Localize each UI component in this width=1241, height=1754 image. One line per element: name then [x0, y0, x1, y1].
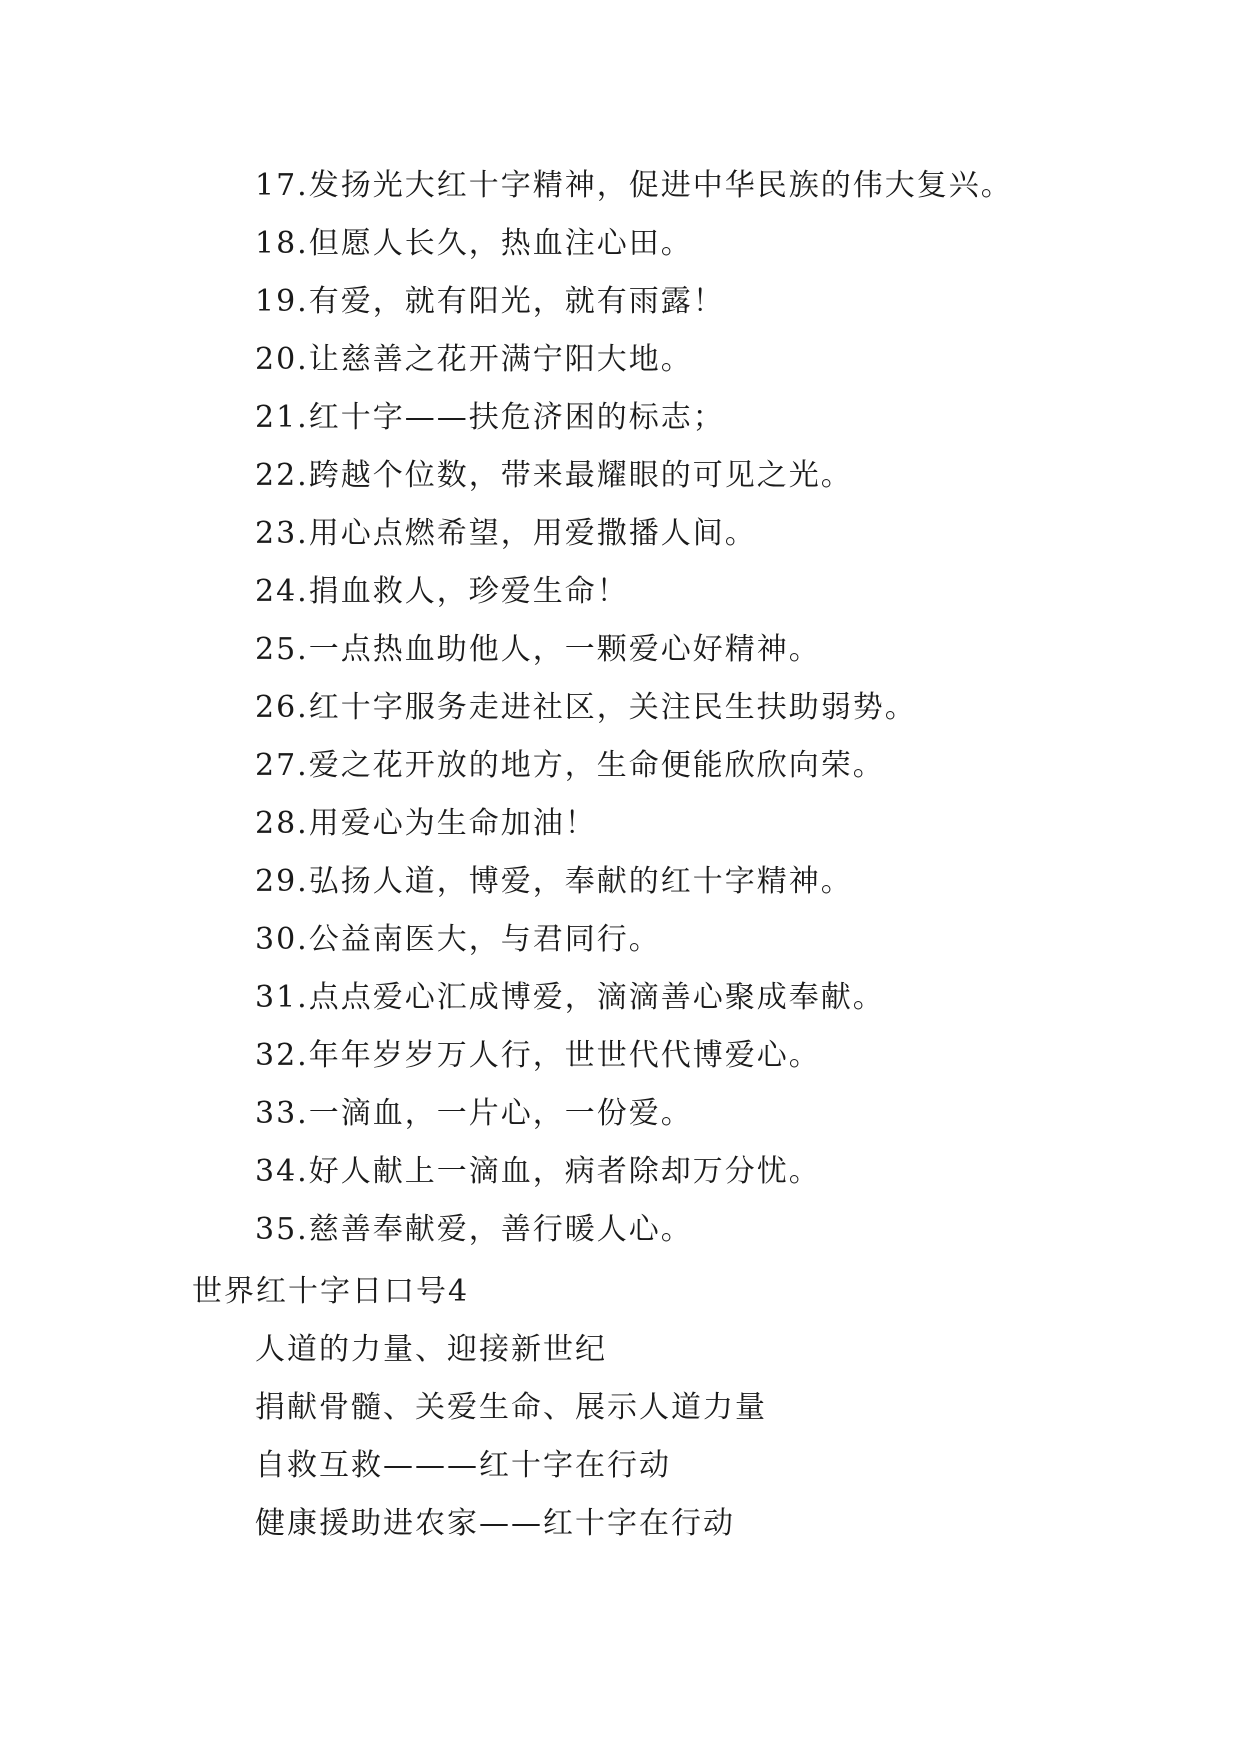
list-item: 人道的力量、迎接新世纪 [255, 1332, 607, 1367]
list-item: 31.点点爱心汇成博爱，滴滴善心聚成奉献。 [255, 980, 885, 1015]
list-item: 健康援助进农家——红十字在行动 [255, 1506, 735, 1541]
list-item: 23.用心点燃希望，用爱撒播人间。 [255, 516, 757, 551]
list-item: 28.用爱心为生命加油！ [255, 806, 597, 841]
slogan-list [255, 157, 1013, 1259]
list-item: 21.红十字——扶危济困的标志； [255, 400, 725, 435]
list-item: 自救互救———红十字在行动 [255, 1448, 671, 1483]
list-item: 35.慈善奉献爱，善行暖人心。 [255, 1212, 693, 1247]
list-item: 29.弘扬人道，博爱，奉献的红十字精神。 [255, 864, 853, 899]
list-item: 26.红十字服务走进社区，关注民生扶助弱势。 [255, 690, 917, 725]
list-item: 20.让慈善之花开满宁阳大地。 [255, 342, 693, 377]
list-item: 32.年年岁岁万人行，世世代代博爱心。 [255, 1038, 821, 1073]
list-item: 捐献骨髓、关爱生命、展示人道力量 [255, 1390, 767, 1425]
list-item: 22.跨越个位数，带来最耀眼的可见之光。 [255, 458, 853, 493]
list-item: 33.一滴血，一片心，一份爱。 [255, 1096, 693, 1131]
list-item: 27.爱之花开放的地方，生命便能欣欣向荣。 [255, 748, 885, 783]
list-item: 34.好人献上一滴血，病者除却万分忧。 [255, 1154, 821, 1189]
list-item: 25.一点热血助他人，一颗爱心好精神。 [255, 632, 821, 667]
list-item: 19.有爱，就有阳光，就有雨露！ [255, 284, 725, 319]
list-item: 24.捐血救人，珍爱生命！ [255, 574, 629, 609]
list-item: 18.但愿人长久，热血注心田。 [255, 226, 693, 261]
list-item: 17.发扬光大红十字精神，促进中华民族的伟大复兴。 [255, 168, 1013, 203]
section-slogan-list [255, 1321, 767, 1553]
section-heading: 世界红十字日口号4 [192, 1274, 470, 1309]
list-item: 30.公益南医大，与君同行。 [255, 922, 661, 957]
